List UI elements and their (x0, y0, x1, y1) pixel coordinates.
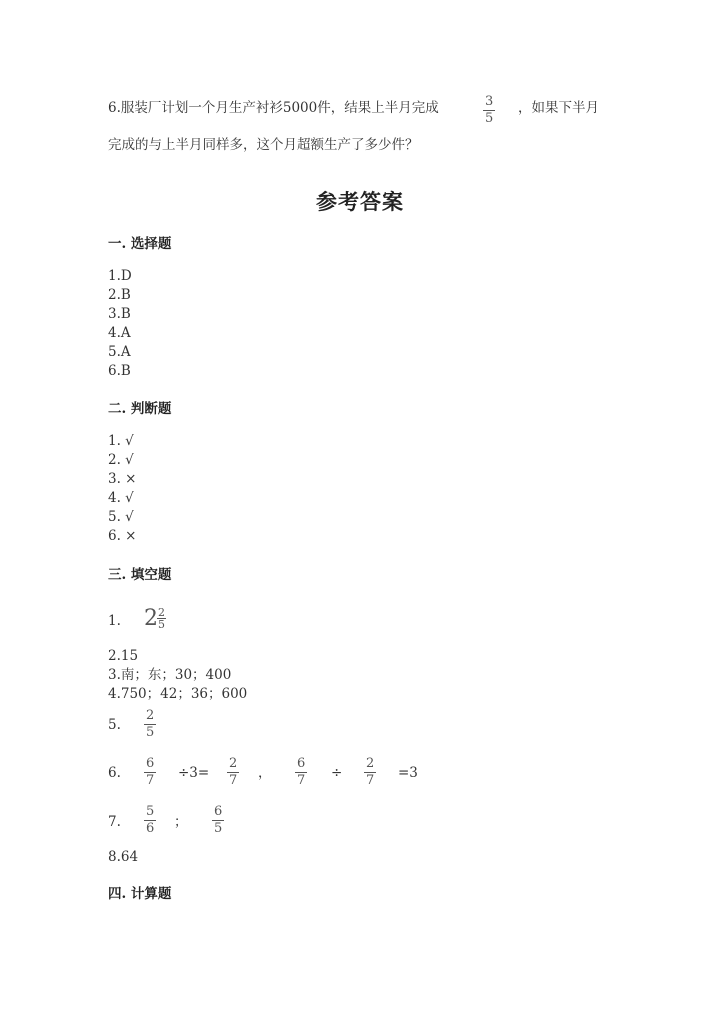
section-1-answer-3: 3.B (108, 306, 131, 322)
fill-answer-6-comma: ， (258, 765, 272, 781)
fraction-denominator: 7 (297, 773, 306, 788)
fill-answer-5-label: 5. (108, 717, 121, 733)
section-2-answer-1: 1. √ (108, 433, 134, 449)
fill-answer-1-whole: 2 (144, 606, 158, 631)
fill-answer-7-separator: ； (174, 814, 188, 830)
fill-answer-6-fraction-2 (227, 757, 239, 788)
section-3-heading: 三. 填空题 (108, 567, 172, 583)
fill-answer-8: 8.64 (108, 849, 139, 865)
fill-answer-6-fraction-3 (295, 757, 307, 788)
fill-answer-7-fraction-1 (144, 805, 156, 836)
fill-answer-3: 3.南；东；30；400 (108, 667, 232, 683)
fill-answer-4: 4.750；42；36；600 (108, 686, 248, 702)
fill-answer-6-equals: =3 (398, 765, 418, 781)
fill-answer-6-fraction-4 (364, 757, 376, 788)
fraction-denominator: 5 (214, 821, 223, 836)
section-2-answer-4: 4. √ (108, 490, 134, 506)
section-1-answer-2: 2.B (108, 287, 131, 303)
fraction-numerator: 2 (146, 708, 155, 723)
fraction-denominator: 6 (146, 821, 155, 836)
fraction-numerator: 6 (214, 804, 223, 819)
section-4-heading: 四. 计算题 (108, 886, 172, 902)
fill-answer-7-fraction-2 (212, 805, 224, 836)
fraction-denominator: 5 (485, 111, 494, 126)
fill-answer-6-label: 6. (108, 765, 121, 781)
section-1-answer-4: 4.A (108, 325, 131, 341)
section-1-answer-6: 6.B (108, 363, 131, 379)
question-6-fraction (483, 95, 495, 126)
question-6-line-1-start: 6.服装厂计划一个月生产衬衫5000件，结果上半月完成 (108, 100, 439, 116)
fill-answer-2: 2.15 (108, 648, 139, 664)
answers-title: 参考答案 (316, 189, 404, 214)
fill-answer-1-fraction (157, 607, 166, 630)
fill-answer-6-divide-1: ÷3= (178, 765, 210, 781)
section-1-heading: 一. 选择题 (108, 236, 172, 252)
section-2-answer-3: 3. × (108, 471, 137, 487)
section-2-answer-6: 6. × (108, 528, 137, 544)
fraction-numerator: 6 (146, 756, 155, 771)
section-1-answer-1: 1.D (108, 268, 132, 284)
section-1-answer-5: 5.A (108, 344, 131, 360)
fill-answer-1-label: 1. (108, 613, 121, 629)
fraction-denominator: 5 (146, 725, 155, 740)
fraction-numerator: 2 (158, 606, 165, 619)
fraction-numerator: 2 (366, 756, 375, 771)
section-2-heading: 二. 判断题 (108, 401, 172, 417)
fraction-numerator: 2 (229, 756, 238, 771)
fill-answer-6-divide-2: ÷ (331, 765, 343, 781)
fill-answer-7-label: 7. (108, 814, 121, 830)
section-2-answer-2: 2. √ (108, 452, 134, 468)
fill-answer-5-fraction (144, 709, 156, 740)
fraction-denominator: 5 (158, 618, 165, 631)
fraction-denominator: 7 (366, 773, 375, 788)
section-2-answer-5: 5. √ (108, 509, 134, 525)
fill-answer-6-fraction-1 (144, 757, 156, 788)
question-6-line-2: 完成的与上半月同样多，这个月超额生产了多少件？ (108, 137, 419, 153)
fraction-numerator: 6 (297, 756, 306, 771)
question-6-line-1-end: ，如果下半月 (518, 100, 599, 116)
fraction-numerator: 5 (146, 804, 155, 819)
fraction-denominator: 7 (146, 773, 155, 788)
fraction-numerator: 3 (485, 94, 494, 109)
fraction-denominator: 7 (229, 773, 238, 788)
